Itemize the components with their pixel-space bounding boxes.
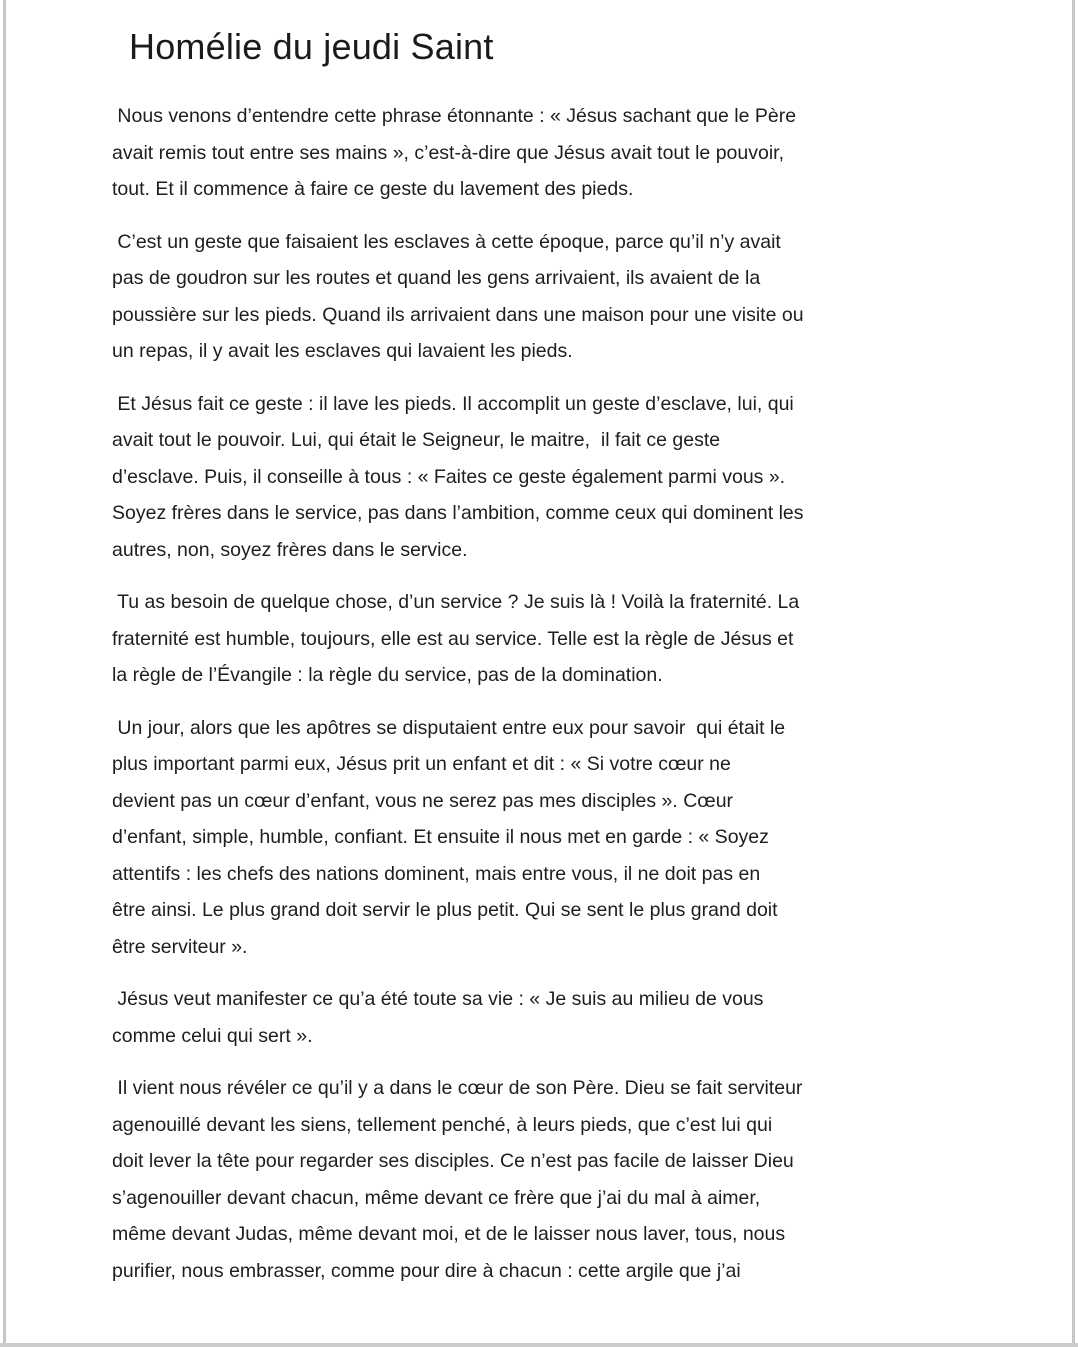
text-line: fraternité est humble, toujours, elle est au service. Telle est la règle de Jésus et [112,627,794,650]
document-body [112,98,960,1289]
text-line: agenouillé devant les siens, tellement penché, à leurs pieds, que c’est lui qui [112,1113,773,1136]
paragraph [112,1070,960,1289]
paragraph [112,98,960,208]
text-line: doit lever la tête pour regarder ses disciples. Ce n’est pas facile de laisser Dieu [112,1150,794,1172]
text-line: même devant Judas, même devant moi, et de le laisser nous laver, tous, nous [112,1223,786,1245]
text-line: attentifs : les chefs des nations dominent, mais entre vous, il ne doit pas en [112,862,761,885]
text-line: purifier, nous embrasser, comme pour dire à chacun : cette argile que j’ai [112,1259,741,1282]
page-edge-bottom [0,1343,1078,1347]
text-line: comme celui qui sert ». [112,1024,313,1047]
text-line: s’agenouiller devant chacun, même devant ce frère que j’ai du mal à aimer, [112,1186,761,1209]
text-line: Et Jésus fait ce geste : il lave les pieds. Il accomplit un geste d’esclave, lui, qui [112,392,794,415]
text-line: d’esclave. Puis, il conseille à tous : « Faites ce geste également parmi vous ». [112,465,786,488]
text-line: Soyez frères dans le service, pas dans l’ambition, comme ceux qui dominent les [112,502,804,524]
text-line: Il vient nous révéler ce qu’il y a dans le cœur de son Père. Dieu se fait serviteur [112,1077,803,1099]
text-line: Jésus veut manifester ce qu’a été toute sa vie : « Je suis au milieu de vous [112,988,764,1010]
text-line: devient pas un cœur d’enfant, vous ne serez pas mes disciples ». Cœur [112,789,734,812]
text-line: pas de goudron sur les routes et quand les gens arrivaient, ils avaient de la [112,267,761,289]
text-line: poussière sur les pieds. Quand ils arrivaient dans une maison pour une visite ou [112,303,804,326]
text-line: être serviteur ». [112,935,248,958]
text-line: Un jour, alors que les apôtres se disputaient entre eux pour savoir qui était le [112,716,786,739]
paragraph [112,710,960,966]
text-line: avait tout le pouvoir. Lui, qui était le Seigneur, le maitre, il fait ce geste [112,429,721,451]
text-line: avait remis tout entre ses mains », c’est-à-dire que Jésus avait tout le pouvoir, [112,141,784,164]
text-line: être ainsi. Le plus grand doit servir le plus petit. Qui se sent le plus grand doit [112,899,778,921]
paragraph [112,584,960,694]
text-line: la règle de l’Évangile : la règle du service, pas de la domination. [112,664,663,686]
document-title: Homélie du jeudi Saint [129,26,494,67]
text-line: Tu as besoin de quelque chose, d’un service ? Je suis là ! Voilà la fraternité. La [112,591,800,613]
paragraph [112,981,960,1054]
text-line: un repas, il y avait les esclaves qui lavaient les pieds. [112,340,573,362]
text-line: autres, non, soyez frères dans le service. [112,538,468,561]
paragraph [112,386,960,569]
text-line: Nous venons d’entendre cette phrase étonnante : « Jésus sachant que le Père [112,105,797,127]
text-line: plus important parmi eux, Jésus prit un enfant et dit : « Si votre cœur ne [112,753,731,775]
text-line: C’est un geste que faisaient les esclaves à cette époque, parce qu’il n’y avait [112,230,781,253]
paragraph [112,224,960,370]
text-line: tout. Et il commence à faire ce geste du lavement des pieds. [112,178,634,200]
text-line: d’enfant, simple, humble, confiant. Et ensuite il nous met en garde : « Soyez [112,826,769,848]
